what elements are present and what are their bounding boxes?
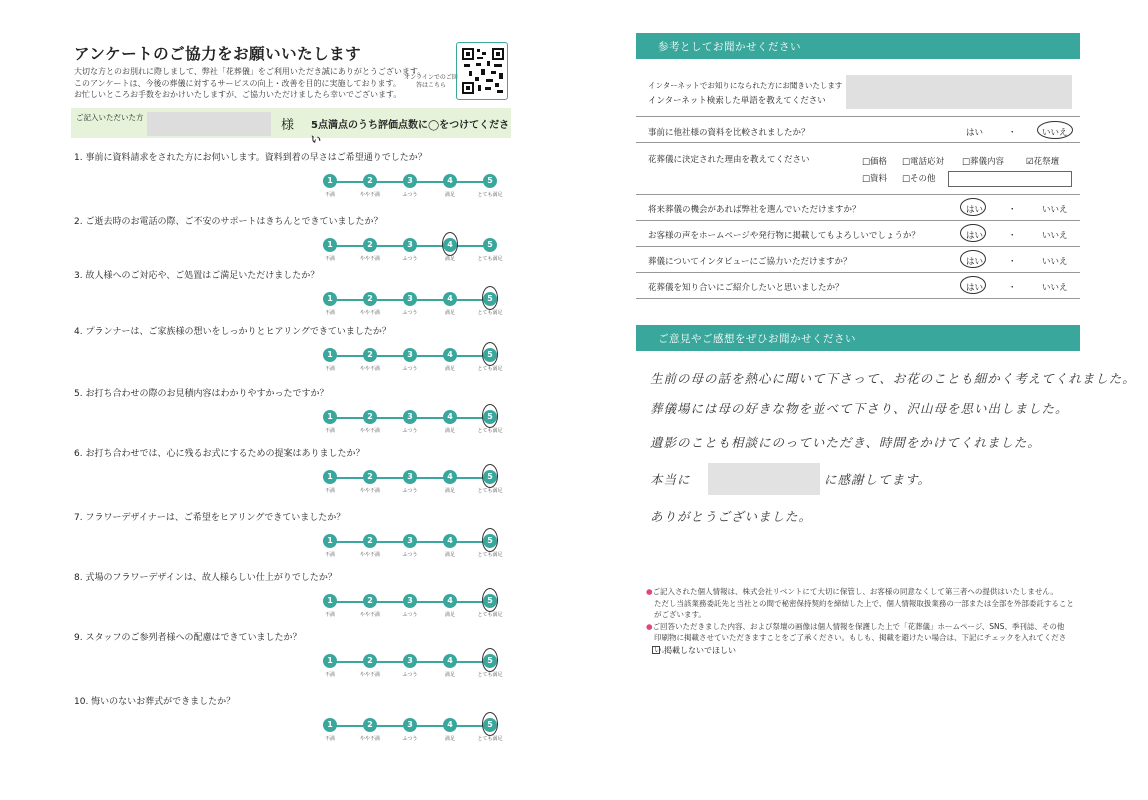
compare-question-row bbox=[636, 117, 1080, 143]
rating-scale bbox=[320, 238, 503, 268]
selected-rating-circle bbox=[482, 464, 498, 488]
rating-label: ふつう bbox=[402, 672, 418, 678]
rating-option-2[interactable]: 2 bbox=[363, 410, 377, 424]
selected-answer-circle bbox=[960, 198, 986, 216]
rating-label: 不満 bbox=[324, 552, 335, 558]
rating-label: ふつう bbox=[402, 736, 418, 742]
rating-option-1[interactable]: 1 bbox=[323, 594, 337, 608]
rating-scale bbox=[320, 348, 503, 378]
rating-label: ふつう bbox=[402, 310, 418, 316]
rating-option-3[interactable]: 3 bbox=[403, 410, 417, 424]
rating-option-3[interactable]: 3 bbox=[403, 654, 417, 668]
pin-icon: ● bbox=[646, 621, 653, 631]
reason-label: その他 bbox=[910, 174, 936, 184]
internet-question-2: インターネット検索した単語を教えてください bbox=[648, 96, 826, 106]
compare-answer-circle bbox=[1037, 121, 1073, 139]
rating-question bbox=[74, 324, 514, 386]
section-title: 参考としてお聞かせください bbox=[658, 41, 801, 53]
question-text: お客様の声をホームページや発行物に掲載してもよろしいでしょうか？ bbox=[648, 231, 920, 241]
rating-question bbox=[74, 570, 514, 632]
section-header-reference bbox=[636, 33, 1080, 59]
rating-scale bbox=[320, 718, 503, 748]
rating-option-3[interactable]: 3 bbox=[403, 470, 417, 484]
rating-label: ふつう bbox=[402, 192, 418, 198]
name-label: ご記入いただいた方 bbox=[76, 113, 144, 122]
rating-option-5[interactable]: 5 bbox=[483, 654, 497, 668]
rating-option-1[interactable]: 1 bbox=[323, 348, 337, 362]
compare-yes[interactable]: はい bbox=[966, 128, 984, 138]
intro-line: 大切な方とのお別れに際しまして、弊社「花葬儀」をご利用いただき誠にありがとうございます。 bbox=[74, 67, 426, 76]
rating-option-1[interactable]: 1 bbox=[323, 534, 337, 548]
rating-label: やや不満 bbox=[359, 488, 380, 494]
rating-scale bbox=[320, 534, 503, 564]
rating-label: 満足 bbox=[444, 192, 455, 198]
yes-no-question-row bbox=[636, 273, 1080, 299]
rating-question bbox=[74, 446, 514, 508]
intro-line: お忙しいところお手数をおかけいたしますが、ご協力いただけましたら幸いでございます。 bbox=[74, 90, 402, 99]
question-text: 6. お打ち合わせでは、心に残るお式にするための提案はありましたか？ bbox=[74, 449, 365, 459]
rating-option-1[interactable]: 1 bbox=[323, 174, 337, 188]
answer-yes[interactable]: はい bbox=[966, 231, 984, 241]
rating-label: 満足 bbox=[444, 612, 455, 618]
rating-label: 不満 bbox=[324, 672, 335, 678]
rating-option-5[interactable]: 5 bbox=[483, 594, 497, 608]
survey-left-page bbox=[60, 30, 520, 775]
rating-option-1[interactable]: 1 bbox=[323, 292, 337, 306]
question-text: 9. スタッフのご参列者様への配慮はできていましたか？ bbox=[74, 633, 302, 643]
rating-option-2[interactable]: 2 bbox=[363, 534, 377, 548]
rating-option-5[interactable]: 5 bbox=[483, 718, 497, 732]
selected-answer-circle bbox=[960, 250, 986, 268]
reason-option[interactable] bbox=[902, 155, 944, 167]
rating-label: ふつう bbox=[402, 552, 418, 558]
reason-label: 花祭壇 bbox=[1033, 157, 1060, 167]
separator-dot: ・ bbox=[1008, 205, 1017, 215]
rating-label: とても満足 bbox=[477, 736, 503, 742]
rating-question bbox=[74, 214, 514, 276]
note-line: 印刷物に掲載させていただきますことをご了承ください。もしも、掲載を避けたい場合は、下記にチェックを入れてください。 bbox=[654, 633, 1067, 654]
qr-code-icon bbox=[461, 47, 505, 95]
rating-option-3[interactable]: 3 bbox=[403, 174, 417, 188]
rating-label: とても満足 bbox=[477, 366, 503, 372]
rating-option-4[interactable]: 4 bbox=[443, 238, 457, 252]
question-text: 5. お打ち合わせの際のお見積内容はわかりやすかったですか？ bbox=[74, 389, 329, 399]
rating-scale bbox=[320, 292, 503, 322]
rating-option-5[interactable]: 5 bbox=[483, 292, 497, 306]
rating-option-2[interactable]: 2 bbox=[363, 292, 377, 306]
question-text: 8. 式場のフラワーデザインは、故人様らしい仕上がりでしたか？ bbox=[74, 573, 337, 583]
section-header-comments bbox=[636, 325, 1080, 351]
rating-label: 不満 bbox=[324, 612, 335, 618]
comment-line-suffix: に感謝してます。 bbox=[824, 472, 932, 487]
rating-label: 不満 bbox=[324, 310, 335, 316]
rating-label: やや不満 bbox=[359, 366, 380, 372]
separator-dot: ・ bbox=[1008, 257, 1017, 267]
rating-scale bbox=[320, 654, 503, 684]
rating-instruction: 5点満点のうち評価点数に◯をつけてください bbox=[311, 120, 510, 146]
checkbox-icon: □ bbox=[902, 157, 911, 167]
note-line: ご回答いただきました内容、および祭壇の画像は個人情報を保護した上で「花葬儀」ホームページ、SNS、季刊誌、その他 bbox=[652, 621, 1065, 631]
separator-dot: ・ bbox=[1008, 128, 1017, 138]
checkbox-icon: □ bbox=[862, 174, 871, 184]
answer-yes[interactable]: はい bbox=[966, 205, 984, 215]
rating-option-1[interactable]: 1 bbox=[323, 470, 337, 484]
rating-question bbox=[74, 150, 514, 212]
pin-icon: ● bbox=[646, 587, 653, 596]
rating-scale bbox=[320, 470, 503, 500]
answer-yes[interactable]: はい bbox=[966, 283, 984, 293]
reason-option[interactable] bbox=[862, 172, 887, 184]
rating-option-4[interactable]: 4 bbox=[443, 594, 457, 608]
question-text: 葬儀についてインタビューにご協力いただけますか？ bbox=[648, 257, 852, 267]
comment-line: 本当に bbox=[650, 472, 691, 487]
checked-box-icon: ☑ bbox=[1026, 157, 1034, 167]
compare-question: 事前に他社様の資料を比較されましたか？ bbox=[648, 128, 810, 138]
question-text: 10. 悔いのないお葬式ができましたか？ bbox=[74, 697, 236, 707]
question-text: 2. ご逝去時のお電話の際、ご不安のサポートはきちんとできていましたか？ bbox=[74, 217, 383, 227]
honorific: 様 bbox=[281, 118, 295, 133]
rating-label: やや不満 bbox=[359, 552, 380, 558]
intro-text bbox=[74, 66, 426, 101]
rating-label: やや不満 bbox=[359, 612, 380, 618]
rating-label: やや不満 bbox=[359, 310, 380, 316]
intro-line: このアンケートは、今後の葬儀に対するサービスの向上・改善を目的に実施しております。 bbox=[74, 78, 401, 88]
rating-label: とても満足 bbox=[477, 612, 503, 618]
rating-option-3[interactable]: 3 bbox=[403, 534, 417, 548]
rating-label: とても満足 bbox=[477, 488, 503, 494]
selected-rating-circle bbox=[482, 528, 498, 552]
answer-no[interactable]: いいえ bbox=[1042, 283, 1068, 293]
reason-option[interactable] bbox=[902, 172, 936, 184]
rating-scale bbox=[320, 174, 503, 204]
qr-code[interactable] bbox=[456, 42, 508, 100]
rating-option-5[interactable]: 5 bbox=[483, 348, 497, 362]
internet-question-row bbox=[636, 71, 1080, 117]
redacted-comment-name bbox=[708, 463, 820, 495]
rating-option-4[interactable]: 4 bbox=[443, 534, 457, 548]
selected-answer-circle bbox=[960, 276, 986, 294]
rating-option-2[interactable]: 2 bbox=[363, 718, 377, 732]
yes-no-question-row bbox=[636, 247, 1080, 273]
separator-dot: ・ bbox=[1008, 283, 1017, 293]
question-text: 3. 故人様へのご対応や、ご処置はご満足いただけましたか？ bbox=[74, 271, 320, 281]
reason-label: 葬儀内容 bbox=[970, 157, 1005, 167]
checkbox-icon[interactable] bbox=[652, 646, 660, 654]
rating-label: やや不満 bbox=[359, 256, 380, 262]
rating-label: とても満足 bbox=[477, 256, 503, 262]
reason-question: 花葬儀に決定された理由を教えてください bbox=[648, 155, 810, 165]
rating-option-3[interactable]: 3 bbox=[403, 718, 417, 732]
rating-label: ふつう bbox=[402, 256, 418, 262]
selected-answer-circle bbox=[960, 224, 986, 242]
rating-label: やや不満 bbox=[359, 736, 380, 742]
rating-label: やや不満 bbox=[359, 428, 380, 434]
separator-dot: ・ bbox=[1008, 231, 1017, 241]
redacted-name-field[interactable] bbox=[147, 112, 271, 136]
rating-option-3[interactable]: 3 bbox=[403, 348, 417, 362]
comment-line: 生前の母の話を熱心に聞いて下さって、お花のことも細かく考えてくれました。 bbox=[650, 371, 1136, 386]
rating-label: 満足 bbox=[444, 672, 455, 678]
rating-label: とても満足 bbox=[477, 310, 503, 316]
rating-option-4[interactable]: 4 bbox=[443, 654, 457, 668]
name-bar bbox=[71, 108, 511, 146]
rating-option-1[interactable]: 1 bbox=[323, 654, 337, 668]
selected-rating-circle bbox=[482, 648, 498, 672]
rating-label: ふつう bbox=[402, 612, 418, 618]
rating-option-2[interactable]: 2 bbox=[363, 238, 377, 252]
rating-label: ふつう bbox=[402, 366, 418, 372]
rating-option-1[interactable]: 1 bbox=[323, 238, 337, 252]
answer-no[interactable]: いいえ bbox=[1042, 205, 1068, 215]
rating-label: 満足 bbox=[444, 488, 455, 494]
rating-label: 不満 bbox=[324, 366, 335, 372]
selected-rating-circle bbox=[482, 404, 498, 428]
reason-option[interactable] bbox=[1026, 155, 1059, 167]
reason-label: 電話応対 bbox=[910, 157, 945, 167]
rating-option-2[interactable]: 2 bbox=[363, 594, 377, 608]
rating-label: 不満 bbox=[324, 192, 335, 198]
rating-label: 不満 bbox=[324, 428, 335, 434]
yes-no-question-row bbox=[636, 221, 1080, 247]
rating-label: とても満足 bbox=[477, 672, 503, 678]
optout-label: 掲載しないでほしい bbox=[664, 646, 736, 655]
rating-label: 満足 bbox=[444, 552, 455, 558]
rating-label: 満足 bbox=[444, 256, 455, 262]
rating-option-2[interactable]: 2 bbox=[363, 348, 377, 362]
survey-right-page bbox=[636, 33, 1136, 693]
page-title: アンケートのご協力をお願いいたします bbox=[74, 45, 362, 63]
rating-label: とても満足 bbox=[477, 192, 503, 198]
internet-question-1: インターネットでお知りになられた方にお聞きいたします bbox=[648, 81, 843, 90]
rating-option-5[interactable]: 5 bbox=[483, 410, 497, 424]
rating-question bbox=[74, 386, 514, 448]
rating-label: 満足 bbox=[444, 366, 455, 372]
checkbox-icon: □ bbox=[962, 157, 971, 167]
rating-label: とても満足 bbox=[477, 552, 503, 558]
reason-label: 価格 bbox=[870, 157, 888, 167]
redacted-search-terms[interactable] bbox=[846, 75, 1072, 109]
rating-option-2[interactable]: 2 bbox=[363, 174, 377, 188]
rating-option-1[interactable]: 1 bbox=[323, 410, 337, 424]
rating-question bbox=[74, 510, 514, 572]
rating-option-1[interactable]: 1 bbox=[323, 718, 337, 732]
rating-option-3[interactable]: 3 bbox=[403, 594, 417, 608]
rating-question bbox=[74, 268, 514, 330]
rating-label: 満足 bbox=[444, 736, 455, 742]
reason-option[interactable] bbox=[862, 155, 887, 167]
rating-option-3[interactable]: 3 bbox=[403, 238, 417, 252]
rating-label: ふつう bbox=[402, 428, 418, 434]
selected-rating-circle bbox=[482, 712, 498, 736]
rating-label: 満足 bbox=[444, 310, 455, 316]
rating-option-2[interactable]: 2 bbox=[363, 654, 377, 668]
selected-rating-circle bbox=[482, 588, 498, 612]
answer-no[interactable]: いいえ bbox=[1042, 231, 1068, 241]
rating-label: ふつう bbox=[402, 488, 418, 494]
yes-no-question-row bbox=[636, 195, 1080, 221]
question-text: 将来葬儀の機会があれば弊社を選んでいただけますか？ bbox=[648, 205, 861, 215]
rating-question bbox=[74, 694, 514, 756]
rating-option-4[interactable]: 4 bbox=[443, 718, 457, 732]
rating-label: とても満足 bbox=[477, 428, 503, 434]
rating-question bbox=[74, 630, 514, 692]
checkbox-icon: □ bbox=[862, 157, 871, 167]
selected-rating-circle bbox=[442, 232, 458, 256]
question-text: 花葬儀を知り合いにご紹介したいと思いましたか？ bbox=[648, 283, 844, 293]
question-text: 4. プランナーは、ご家族様の想いをしっかりとヒアリングできていましたか？ bbox=[74, 327, 391, 337]
note-line: ご記入された個人情報は、株式会社リベントにて大切に保管し、お客様の同意なくして第三者への提供はいたしません。 bbox=[652, 587, 1058, 596]
optout-checkbox[interactable] bbox=[652, 645, 736, 656]
compare-no[interactable]: いいえ bbox=[1042, 128, 1068, 138]
question-text: 7. フラワーデザイナーは、ご希望をヒアリングできていましたか？ bbox=[74, 513, 346, 523]
selected-rating-circle bbox=[482, 286, 498, 310]
rating-scale bbox=[320, 594, 503, 624]
reason-question-row bbox=[636, 143, 1080, 195]
rating-option-4[interactable]: 4 bbox=[443, 174, 457, 188]
rating-label: 満足 bbox=[444, 428, 455, 434]
reason-label: 資料 bbox=[870, 174, 888, 184]
rating-option-4[interactable]: 4 bbox=[443, 410, 457, 424]
rating-option-3[interactable]: 3 bbox=[403, 292, 417, 306]
comment-line: 遺影のことも相談にのっていただき、時間をかけてくれました。 bbox=[650, 435, 1041, 450]
section-title: ご意見やご感想をぜひお聞かせください bbox=[658, 333, 856, 345]
checkbox-icon: □ bbox=[902, 174, 911, 184]
reason-option[interactable] bbox=[962, 155, 1004, 167]
question-text: 1. 事前に資料請求をされた方にお伺いします。資料到着の早さはご希望通りでしたか？ bbox=[74, 153, 427, 163]
answer-no[interactable]: いいえ bbox=[1042, 257, 1068, 267]
rating-scale bbox=[320, 410, 503, 440]
rating-option-4[interactable]: 4 bbox=[443, 470, 457, 484]
rating-label: やや不満 bbox=[359, 672, 380, 678]
rating-option-4[interactable]: 4 bbox=[443, 292, 457, 306]
rating-option-5[interactable]: 5 bbox=[483, 470, 497, 484]
rating-option-5[interactable]: 5 bbox=[483, 174, 497, 188]
rating-label: 不満 bbox=[324, 488, 335, 494]
rating-label: 不満 bbox=[324, 256, 335, 262]
rating-label: やや不満 bbox=[359, 192, 380, 198]
comment-line: 葬儀場には母の好きな物を並べて下さり、沢山母を思い出しました。 bbox=[650, 401, 1069, 416]
rating-option-5[interactable]: 5 bbox=[483, 238, 497, 252]
answer-yes[interactable]: はい bbox=[966, 257, 984, 267]
rating-option-4[interactable]: 4 bbox=[443, 348, 457, 362]
rating-label: 不満 bbox=[324, 736, 335, 742]
rating-option-2[interactable]: 2 bbox=[363, 470, 377, 484]
qr-note: オンラインでのご回答はこちら bbox=[404, 74, 458, 89]
other-reason-field[interactable] bbox=[948, 171, 1072, 187]
note-line: ただし当該業務委託先と当社との間で秘密保持契約を締結した上で、個人情報取扱業務の一部または全部を外部委託することがございます。 bbox=[654, 598, 1074, 619]
rating-option-5[interactable]: 5 bbox=[483, 534, 497, 548]
selected-rating-circle bbox=[482, 342, 498, 366]
comment-line: ありがとうございました。 bbox=[650, 509, 813, 524]
